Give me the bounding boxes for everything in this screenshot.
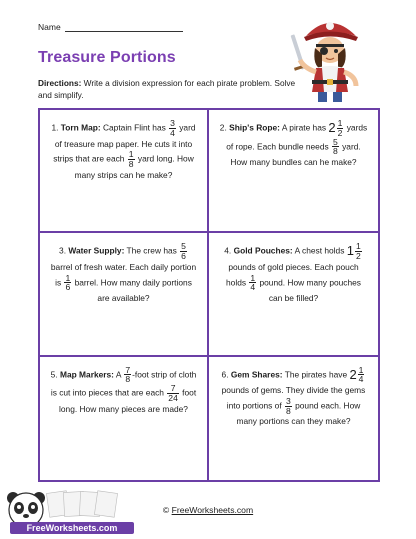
footer-link[interactable]: FreeWorksheets.com (171, 505, 254, 515)
problem-5 (40, 357, 209, 480)
whole-number: 2 (349, 366, 357, 382)
fraction: $\frac{7}{24}$ (168, 383, 178, 404)
fraction: $\frac{3}{4}$ (170, 118, 175, 138)
problem-label: Gem Shares: (230, 369, 283, 380)
fraction: $\frac{1}{8}$ (128, 149, 134, 169)
whole-number: 1 (346, 243, 354, 259)
problem-1 (40, 110, 209, 233)
directions-label: Directions: (38, 78, 82, 88)
directions (38, 77, 298, 101)
problem-number: 3. (59, 245, 67, 256)
problem-text: -foot strip of cloth is cut into pieces that are each (50, 369, 197, 398)
fraction: $\frac{1}{4}$ (250, 272, 256, 293)
fraction: $\frac{1}{2}$ (337, 118, 343, 138)
problem-number: 6. (221, 369, 229, 380)
problem-label: Ship's Rope: (229, 122, 280, 133)
problem-number: 1. (51, 122, 59, 133)
fraction: $\frac{5}{8}$ (333, 136, 338, 157)
problem-text: pounds of gems. They divide the gems into portions of (221, 385, 366, 411)
problem-grid (38, 108, 380, 482)
fraction: $\frac{1}{4}$ (358, 364, 364, 385)
page-title: Treasure Portions (38, 49, 176, 66)
problem-text: yard long. How many strips can he make? (74, 153, 194, 180)
name-label: Name (38, 22, 61, 32)
fraction: $\frac{1}{2}$ (355, 241, 361, 262)
problem-number: 2. (219, 122, 227, 133)
problem-text: yard. How many bundles can he make? (230, 141, 361, 168)
problem-text: pound each. How many portions can they make? (236, 400, 361, 427)
problem-4 (209, 233, 378, 356)
problem-number: 5. (50, 369, 58, 380)
fraction: $\frac{5}{6}$ (181, 241, 186, 262)
copyright-symbol: © (162, 505, 170, 515)
problem-label: Gold Pouches: (233, 245, 293, 256)
footer (0, 505, 416, 515)
problem-label: Water Supply: (68, 245, 125, 256)
problem-3 (40, 233, 209, 356)
problem-text: A chest holds (292, 245, 347, 256)
problem-2 (209, 110, 378, 233)
directions-text: Write a division expression for each pirate problem. Solve and simplify. (38, 78, 296, 100)
problem-text: pounds of gold pieces. Each pouch holds (226, 261, 359, 288)
problem-6 (209, 357, 378, 480)
problem-text: foot long. How many pieces are made? (59, 387, 197, 414)
name-field (38, 22, 183, 32)
problem-text: A pirate has (279, 122, 329, 133)
whole-number: 2 (328, 120, 336, 135)
problem-label: Map Markers: (59, 369, 114, 380)
pirate-illustration (282, 6, 378, 104)
problem-text: A (113, 369, 124, 380)
logo-text: FreeWorksheets.com (26, 523, 118, 533)
fraction: $\frac{1}{6}$ (65, 272, 71, 293)
problem-text: barrel. How many daily portions are available? (72, 277, 192, 304)
problem-text: Captain Flint has (100, 122, 169, 133)
name-line[interactable] (65, 22, 183, 32)
problem-label: Torn Map: (60, 122, 101, 133)
problem-number: 4. (224, 245, 232, 256)
problem-text: yards of rope. Each bundle needs (226, 122, 368, 152)
problem-text: The crew has (124, 245, 180, 256)
fraction: $\frac{3}{8}$ (285, 395, 291, 416)
fraction: $\frac{7}{8}$ (125, 364, 131, 385)
problem-text: barrel of fresh water. Each daily portion is (50, 261, 197, 288)
problem-text: The pirates have (282, 369, 350, 380)
problem-text: yard of treasure map paper. He cuts it into strips that are each (53, 122, 196, 164)
problem-text: pound. How many pouches can be filled? (257, 277, 361, 304)
